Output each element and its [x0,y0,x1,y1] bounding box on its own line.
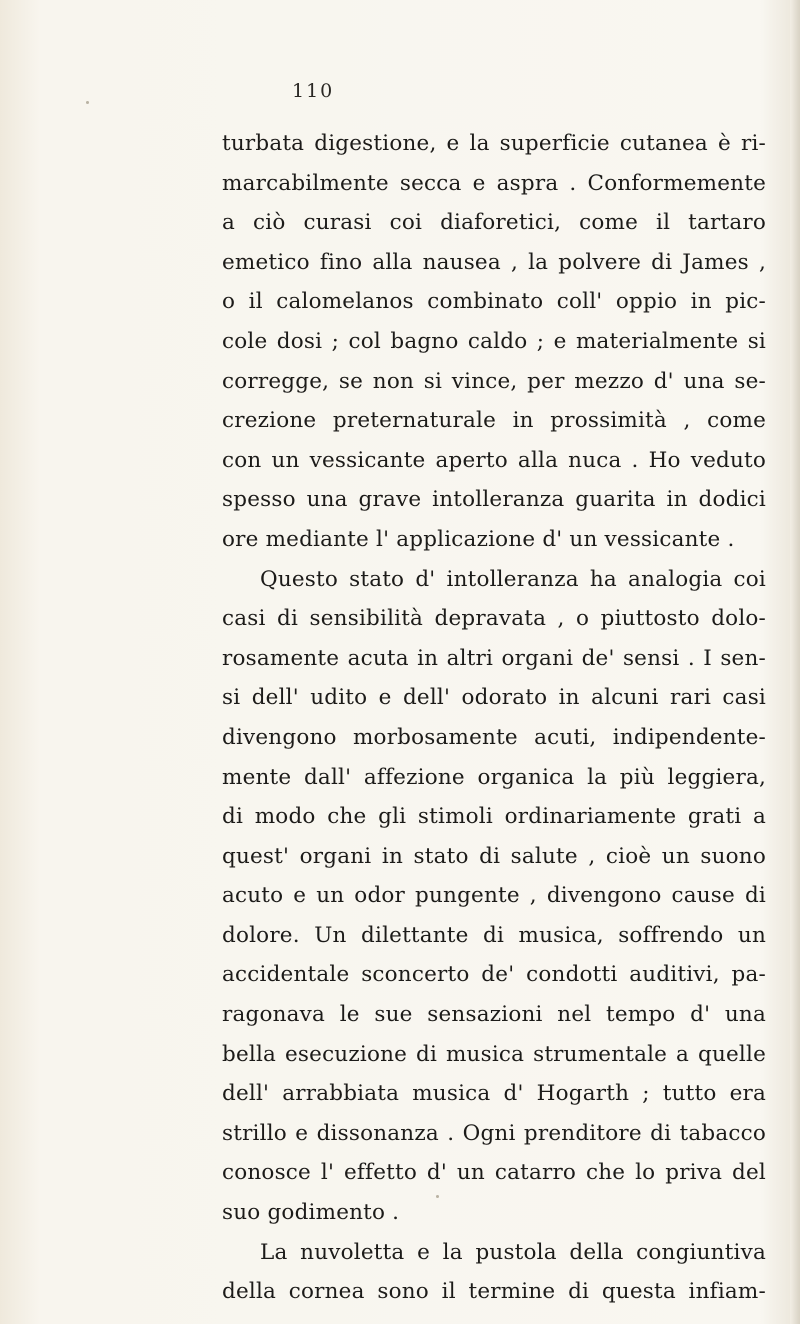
page-number: 110 [292,80,335,102]
page-edge [790,0,800,1324]
text-line: divengono morbosamente acuti, indipendente- [222,724,766,750]
paper-speck [86,101,89,104]
text-line: casi di sensibilità depravata , o piuttosto dolo- [222,606,766,632]
text-line: dolore. Un dilettante di musica, soffrendo un [222,922,766,948]
text-line: con un vessicante aperto alla nuca . Ho veduto [222,447,766,473]
text-line: suo godimento . [222,1200,400,1226]
text-line: acuto e un odor pungente , divengono cause di [222,883,766,909]
text-line: cole dosi ; col bagno caldo ; e materialmente si [222,328,766,354]
text-line: bella esecuzione di musica strumentale a quelle [222,1041,766,1067]
body-text [222,124,766,1312]
text-line: a ciò curasi coi diaforetici, come il tartaro [222,210,766,236]
text-line: dell' arrabbiata musica d' Hogarth ; tutto era [222,1081,766,1107]
text-line: quest' organi in stato di salute , cioè un suono [222,843,766,869]
text-line: si dell' udito e dell' odorato in alcuni rari casi [222,685,766,711]
text-line: marcabilmente secca e aspra . Conformemente [222,170,766,196]
text-line: o il calomelanos combinato coll' oppio in pic- [222,289,766,315]
text-line: di modo che gli stimoli ordinariamente grati a [222,804,766,830]
text-line: corregge, se non si vince, per mezzo d' una se- [222,368,766,394]
paragraph-start-line: La nuvoletta e la pustola della congiuntiva [260,1239,766,1265]
text-line: rosamente acuta in altri organi de' sensi . I sen- [222,645,766,671]
text-line: turbata digestione, e la superficie cutanea è ri- [222,131,766,156]
text-line: ore mediante l' applicazione d' un vessicante . [222,526,735,552]
text-line: conosce l' effetto d' un catarro che lo priva del [222,1160,766,1186]
paper-speck [436,1195,439,1198]
paragraph-start-line: Questo stato d' intolleranza ha analogia coi [260,566,766,592]
text-line: spesso una grave intolleranza guarita in dodici [222,487,766,513]
text-line: crezione preternaturale in prossimità , come [222,408,766,434]
text-line: accidentale sconcerto de' condotti auditivi, pa- [222,962,766,988]
text-line: della cornea sono il termine di questa infiam- [222,1279,766,1305]
text-line: emetico fino alla nausea , la polvere di James , [222,249,766,275]
text-line: mente dall' affezione organica la più leggiera, [222,764,766,790]
text-line: strillo e dissonanza . Ogni prenditore di tabacco [222,1120,766,1146]
text-line: ragonava le sue sensazioni nel tempo d' una [222,1002,766,1028]
